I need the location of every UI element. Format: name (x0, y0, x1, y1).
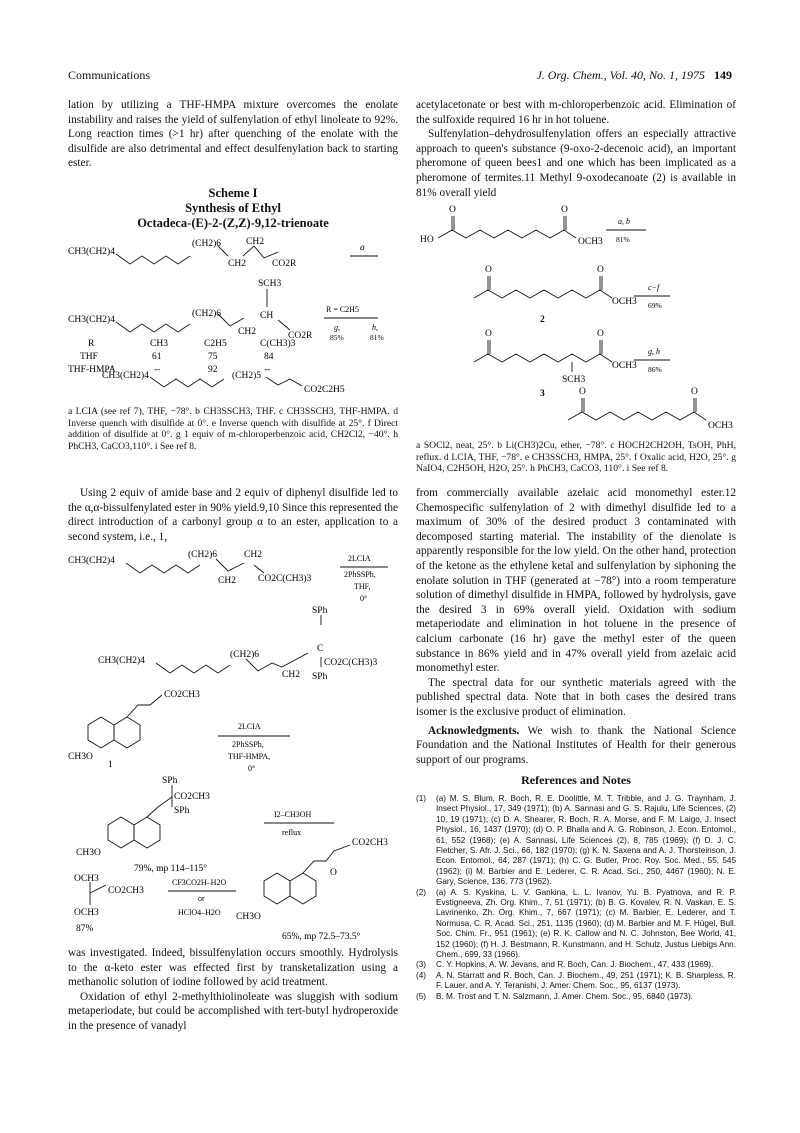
s1-r2-co2r: CO2R (288, 331, 313, 341)
right-paragraph-1: acetylacetonate or best with m-chloroperbenzoic acid. Elimination of the sulfoxide required 16 hr in hot toluene. (416, 99, 736, 126)
s1-tbl-c1: CH3 (150, 339, 168, 349)
s1-r2-left: CH3(CH2)4 (68, 315, 115, 325)
reference-1-number: (1) (416, 793, 427, 803)
s1-r1-ch2a: CH2 (228, 259, 246, 269)
s2-f-co2ch3: CO2CH3 (352, 838, 388, 848)
s1-r1-mid: (CH2)6 (192, 239, 222, 249)
s2-n-cond3: THF-HMPA, (228, 752, 271, 761)
s3-c-sch3: SCH3 (562, 375, 586, 385)
s2-n-cond2: 2PhSSPh, (232, 740, 264, 749)
scheme-1-footnote: a LCIA (see ref 7), THF, −78°. b CH3SSCH3, THF. c CH3SSCH3, THF-HMPA. d Inverse quench with disulfide at 0°. e Inverse quench with disulfide at 25°. f Direct addition of disulfide at 0°. g 1 equiv of m-chloroperbenzoic acid, CH2Cl2, −40°. h PhCH3, CaCO3,110°. i See ref 8. (68, 406, 398, 452)
s1-tbl-r: R (88, 339, 95, 349)
left-paragraphs-3-4 (68, 946, 398, 1034)
s2-n-ch3o: CH3O (68, 752, 93, 762)
s2-p-sph1: SPh (312, 606, 328, 616)
s3-a-o2: O (561, 205, 568, 215)
s2-n-label: 1 (108, 760, 113, 770)
s3-a-yield: 81% (616, 235, 630, 244)
left-paragraph-1: lation by utilizing a THF-HMPA mixture overcomes the enolate instability and raises the yield of sulfenylation of ethyl linoleate to 92%. Long reaction times (>1 hr) after quenching of the enolate with the disulfide are also detrimental and effect desulfenylation back to starting ester. (68, 99, 398, 170)
right-column-body (416, 486, 736, 1002)
reference-2 (416, 888, 736, 961)
s3-c-o2: O (597, 329, 604, 339)
scheme-3-footnote: a SOCl2, neat, 25°. b Li(CH3)2Cu, ether, −78°. c HOCH2CH2OH, TsOH, PhH, reflux. d LCIA, THF, −78°. e CH3SSCH3, HMPA, 25°. f Oxalic acid, H2O, 25°. g NaIO4, C2H5OH, H2O, 25°. h PhCH3, CaCO3, 110°. i See ref 8. (416, 440, 736, 475)
reference-3-text: C. Y. Hopkins, A. W. Jevans, and R. Boch, Can. J. Biochem., 47, 433 (1969). (436, 960, 714, 970)
s2-s-mid: (CH2)6 (188, 550, 218, 560)
s1-r1-ch2b: CH2 (246, 237, 264, 247)
s2-b-cond1: I2–CH3OH (274, 810, 312, 819)
s2-b-co2ch3: CO2CH3 (174, 792, 210, 802)
s3-b-och3: OCH3 (612, 297, 637, 307)
reference-3-number: (3) (416, 960, 427, 970)
s3-c-yield: 86% (648, 365, 662, 374)
reference-4-text: A. N. Starratt and R. Boch, Can. J. Biochem., 49, 251 (1971); K. B. Sharpless, R. F. Lauer, and A. Y. Teranishi, J. Amer. Chem. Soc., 95, 6137 (1973). (436, 970, 736, 991)
ack-body: We wish to thank the National Science Foundation and the National Institutes of Health for their generous support of our programs. (416, 724, 736, 766)
s1-prod-left: CH3(CH2)4 (102, 371, 149, 381)
s2-s-ch2b: CH2 (244, 550, 262, 560)
s2-f-o: O (330, 868, 337, 878)
s3-d-o1: O (579, 387, 586, 397)
s2-n-cond1: 2LCIA (238, 722, 261, 731)
scheme-label: Scheme I (208, 186, 258, 200)
s2-k-och3b: OCH3 (74, 908, 99, 918)
scheme-1-title (68, 186, 398, 231)
reference-5-number: (5) (416, 991, 427, 1001)
s1-tbl-c2: C2H5 (204, 339, 227, 349)
scheme-3-diagram (416, 200, 736, 438)
s3-a-ho: HO (420, 235, 434, 245)
reference-2-number: (2) (416, 887, 427, 897)
s2-k-cond-or: or (198, 894, 205, 903)
journal-header (536, 68, 732, 83)
s3-a-och3: OCH3 (578, 237, 603, 247)
right-paragraph-4: The spectral data for our synthetic materials agreed with the published spectral data. Note that in both cases the desired trans isomer is the exclusive product of elimination. (416, 676, 736, 718)
s1-tbl-hmpa1: -- (154, 365, 161, 375)
reference-3 (416, 960, 736, 970)
s2-s-cond4: 0° (360, 594, 368, 603)
s2-s-cond1: 2LCIA (348, 554, 371, 563)
s1-r2-85: 85% (330, 333, 344, 342)
s2-k-co2ch3: CO2CH3 (108, 886, 144, 896)
journal-citation: J. Org. Chem., Vol. 40, No. 1, 1975 (536, 68, 705, 82)
scheme-1-diagram (68, 232, 398, 402)
reference-2-text: (a) A. S. Kyskina, L. V. Gankina, L. L. Ivanov, Yu. B. Pyatnova, and R. P. Evstigneeva, Zh. Org. Khim., 7, 51 (1971); (b) B. G. Kovalev, R. N. Vaskan, E. S. Lavrinenko, Zh. Org. Khim., 7, 667 (1971); (c) M. Barbier, E. Lederer, and T. Normusa, C. R. Acad. Sci., 251, 1135 (1960); (d) M. Barbier and M. F. Hügel, Bull. Soc. Chim. Fr., 951 (1961); (e) R. K. Callow and N. C. Johnston, Bee World, 41, 152 (1960); (f) H. J. Bestmann, R. Kunstmann, and H. Schulz, Justus Liebigs Ann. Chem., 699, 33 (1966). (436, 887, 736, 959)
s2-f-yield: 65%, mp 72.5–73.5° (282, 932, 361, 942)
s3-c-o1: O (485, 329, 492, 339)
s1-arrow-a: a (360, 243, 365, 253)
s1-r1-left: CH3(CH2)4 (68, 247, 115, 257)
s2-s-ch2a: CH2 (218, 576, 236, 586)
references-list (416, 794, 736, 1002)
s2-s-cond3: THF, (354, 582, 371, 591)
s3-c-label: 3 (540, 389, 545, 399)
reference-5 (416, 992, 736, 1002)
s2-n-co2ch3: CO2CH3 (164, 690, 200, 700)
s2-f-ch3o: CH3O (236, 912, 261, 922)
s3-b-cond: c−f (648, 283, 660, 292)
s1-r2-h: h, (372, 323, 378, 332)
section-header: Communications (68, 68, 150, 82)
s2-k-och3a: OCH3 (74, 874, 99, 884)
s1-tbl-hmpa: THF-HMPA (68, 365, 116, 375)
s3-c-cond: g, h (648, 347, 660, 356)
s2-p-c: C (317, 644, 324, 654)
scheme-title-line3: Octadeca-(E)-2-(Z,Z)-9,12-trienoate (137, 216, 329, 230)
s1-tbl-hmpa2: 92 (208, 365, 218, 375)
s1-r2-ch: CH (260, 311, 274, 321)
s1-r2-81: 81% (370, 333, 384, 342)
s3-c-och3: OCH3 (612, 361, 637, 371)
s2-p-ester: CO2C(CH3)3 (324, 658, 378, 668)
reference-1 (416, 794, 736, 888)
s2-s-left: CH3(CH2)4 (68, 556, 115, 566)
s2-s-cond2: 2PhSSPh, (344, 570, 376, 579)
s1-r2-g: g, (334, 323, 340, 332)
s1-r2-cond: R = C2H5 (326, 305, 359, 314)
references-title: References and Notes (521, 773, 631, 788)
s2-p-mid: (CH2)6 (230, 650, 260, 660)
s1-prod-right: CO2C2H5 (304, 385, 345, 395)
s1-tbl-c3: C(CH3)3 (260, 339, 296, 349)
s3-d-och3: OCH3 (708, 421, 733, 431)
right-paragraph-3: from commercially available azelaic acid monomethyl ester.12 Chemospecific sulfenylation of 2 with dimethyl disulfide led to a maximum of 30% of the desired product 3 contaminated with decomposed starting material. The instability of the dienolate is apparently responsible for the low yield. On the other hand, protection of the ketone as the ethylene ketal and sulfenylation by siphoning the enolate solution in THF (generated at −78°) into a room temperature solution of dimethyl disulfide in HMPA, followed by hydrolysis, gave the desired 3 in 69% overall yield. Oxidation with sodium metaperiodate and elimination in hot toluene in the presence of calcium carbonate (16 hr) gave the methyl ester of the queen substance in 86% yield and in 47% overall yield from azelaic acid monomethyl ester. (416, 487, 736, 675)
s2-b-ch3o: CH3O (76, 848, 101, 858)
s1-tbl-hmpa3: -- (264, 365, 271, 375)
s1-r1-co2r: CO2R (272, 259, 297, 269)
s2-n-cond4: 0° (248, 764, 256, 773)
s3-a-cond: a, b (618, 217, 630, 226)
right-paragraph-2: Sulfenylation–dehydrosulfenylation offers an especially attractive approach to queen's substance (9-oxo-2-decenoic acid), an important pheromone of queen bees1 and one which has been implicated as a pheromone of termites.11 Methyl 9-oxodecanoate (2) is available in 81% overall yield (416, 128, 736, 199)
left-paragraph-3: was investigated. Indeed, bissulfenylation occurs smoothly. Hydrolysis to the α-keto ester was effected first by transketalization using a methanolic solution of iodine followed by acid treatment. (68, 947, 398, 989)
s2-b-yield: 79%, mp 114–115° (134, 864, 208, 874)
s2-p-left: CH3(CH2)4 (98, 656, 145, 666)
acknowledgments (416, 724, 736, 768)
left-paragraph-2: Using 2 equiv of amide base and 2 equiv of diphenyl disulfide led to the α,α-bissulfenylated ester in 90% yield.9,10 Since this represented the direct introduction of a carbonyl group α to an ester, application to a second system, i.e., 1, (68, 487, 398, 543)
s3-d-o2: O (691, 387, 698, 397)
page-number: 149 (714, 68, 732, 82)
s3-b-o1: O (485, 265, 492, 275)
left-column (68, 98, 398, 171)
s1-prod-mid: (CH2)5 (232, 371, 262, 381)
reference-1-text: (a) M. S. Blum, R. Boch, R. E. Doolittle, M. T. Tribble, and J. G. Traynham, J. Insect Physiol., 17, 349 (1971); (b) A. Sannasi and G. S. Rajulu, Life Sciences, (2) 10, 19 (1971); (c) D. A. Shearer, R. Boch, R. A. Morse, and F. M. Laigo, J. Insect Physiol., 16, 1437 (1970); (d) O. P. Bhalla and A. G. Robinson, J. Econ. Entomol., 61, 552 (1968); (e) A. Sannasi, Life Sciences (2), 8, 785 (1969); (f) D. J. C. Fletcher, S. Afr. J. Sci., 66, 182 (1970); (g) K. N. Saxena and A. J. Thorsteinson, J. Econ. Entomol., 64, 287 (1971); (h) C. G. Butler, Proc. Roy. Soc. Med., 55, 545 (1962); (i) M. Barbier and E. Lederer, C. R. Acad. Sci., 250, 4467 (1960); N. E. Gary, Science, 136, 773 (1962). (436, 793, 736, 887)
s1-r2-sch3: SCH3 (258, 279, 282, 289)
s2-p-sph2: SPh (312, 672, 328, 682)
s3-a-o1: O (449, 205, 456, 215)
s2-b-sph1: SPh (162, 776, 178, 786)
left-paragraph-4: Oxidation of ethyl 2-methylthiolinoleate was sluggish with sodium metaperiodate, but could be accomplished with tert-butyl hydroperoxide in the presence of vanadyl (68, 990, 398, 1032)
s1-tbl-thf1: 61 (152, 352, 162, 362)
s2-b-cond2: reflux (282, 828, 302, 837)
s3-b-yield: 69% (648, 301, 662, 310)
s2-s-ester: CO2C(CH3)3 (258, 574, 312, 584)
s2-k-cond1: CF3CO2H–H2O (172, 878, 227, 887)
s2-p-ch2: CH2 (282, 670, 300, 680)
right-column-top (416, 98, 736, 200)
s2-k-cond2: HClO4–H2O (178, 908, 221, 917)
s1-r2-mid: (CH2)6 (192, 309, 222, 319)
s3-b-o2: O (597, 265, 604, 275)
scheme-2-diagram (68, 545, 398, 945)
s2-k-yield: 87% (76, 924, 94, 934)
left-paragraph-2-wrap (68, 486, 398, 544)
s1-r2-ch2: CH2 (238, 327, 256, 337)
s1-tbl-thf2: 75 (208, 352, 218, 362)
ack-heading: Acknowledgments. (428, 724, 520, 737)
reference-5-text: B. M. Trost and T. N. Salzmann, J. Amer. Chem. Soc., 95, 6840 (1973). (436, 991, 693, 1001)
reference-4-number: (4) (416, 970, 427, 980)
reference-4 (416, 971, 736, 992)
s2-b-sph2: SPh (174, 806, 190, 816)
s1-tbl-thf3: 84 (264, 352, 274, 362)
s3-b-label: 2 (540, 315, 545, 325)
scheme-title-line2: Synthesis of Ethyl (185, 201, 281, 215)
s1-tbl-thf: THF (80, 352, 98, 362)
